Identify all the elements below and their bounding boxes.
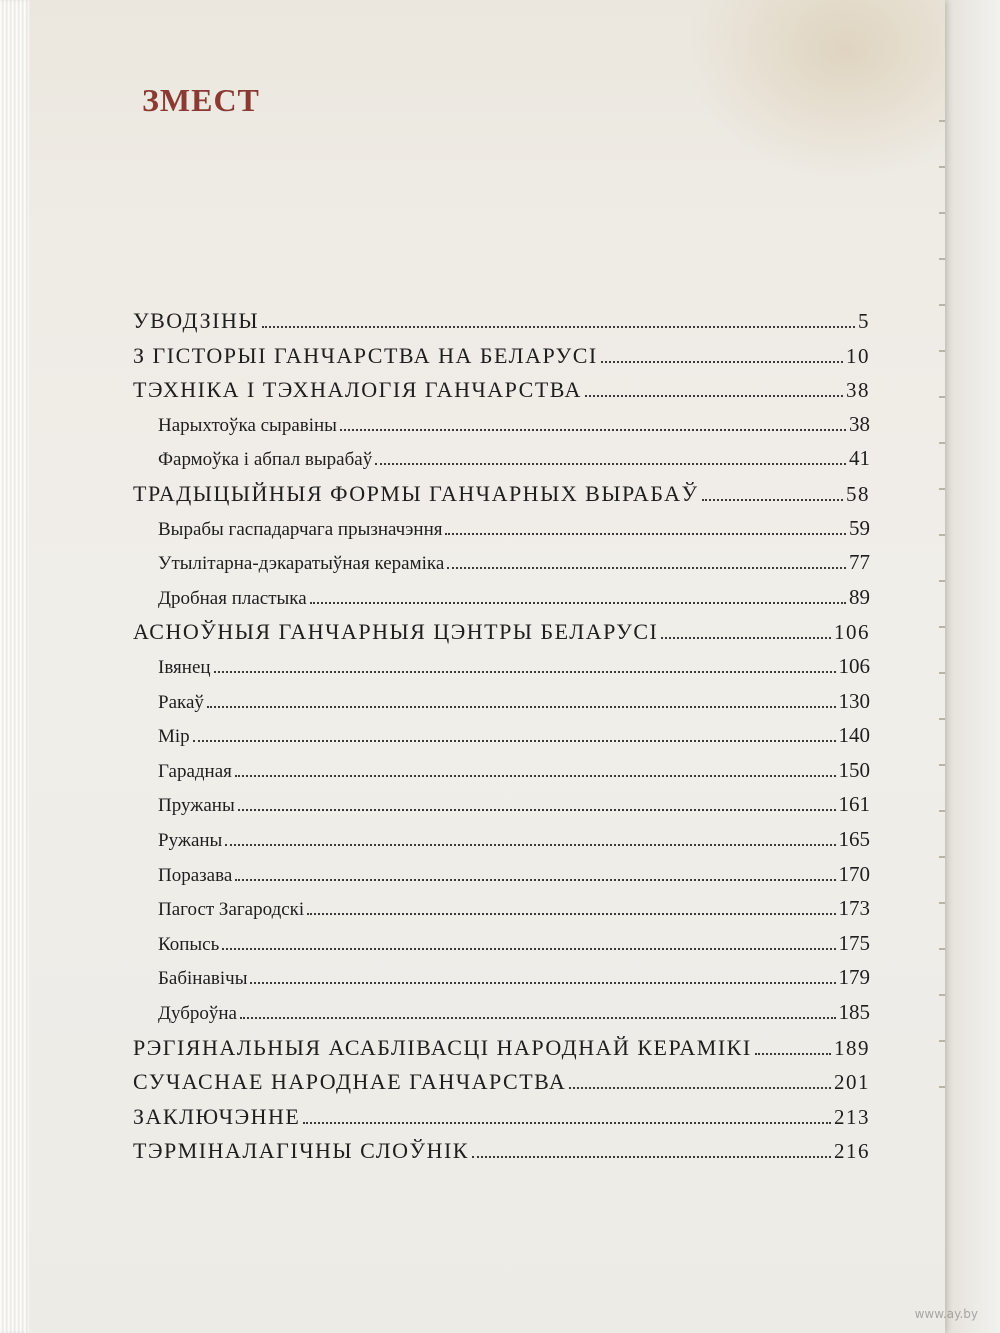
toc-entry-page-number: 140: [838, 723, 870, 748]
toc-leader-dots: [262, 326, 855, 328]
toc-leader-dots: [214, 671, 836, 673]
toc-entry: [158, 1000, 870, 1025]
toc-entry-label: Ракаў: [158, 691, 204, 713]
toc-entry-page-number: 89: [849, 584, 870, 609]
toc-entry-page-number: 58: [846, 482, 870, 506]
toc-entry: [133, 1138, 870, 1164]
toc-entry-label: Гарадная: [158, 760, 232, 782]
toc-entry-label: Бабінавічы: [158, 968, 248, 990]
toc-entry-label: Дуброўна: [158, 1003, 237, 1024]
toc-leader-dots: [250, 982, 835, 984]
toc-entry-label: Вырабы гаспадарчага прызначэння: [158, 518, 443, 540]
toc-entry-label: СУЧАСНАЕ НАРОДНАЕ ГАНЧАРСТВА: [133, 1069, 567, 1095]
toc-entry: [158, 654, 870, 679]
toc-entry: [158, 550, 870, 575]
toc-entry-page-number: 106: [834, 620, 870, 645]
toc-leader-dots: [661, 637, 831, 639]
toc-entry: [158, 585, 870, 610]
toc-entry-label: Пружаны: [158, 795, 235, 817]
toc-entry: [158, 827, 870, 852]
table-surface: [940, 0, 1000, 1333]
toc-entry-page-number: 189: [834, 1035, 870, 1060]
toc-entry-page-number: 59: [849, 515, 870, 540]
toc-entry-label: Фармоўка і абпал вырабаў: [158, 449, 373, 471]
toc-entry: [133, 308, 870, 334]
toc-entry-label: З ГІСТОРЫІ ГАНЧАРСТВА НА БЕЛАРУСІ: [133, 342, 598, 368]
toc-leader-dots: [225, 844, 835, 846]
toc-entry: [158, 689, 870, 714]
toc-entry-page-number: 150: [838, 757, 870, 782]
toc-leader-dots: [340, 429, 846, 431]
toc-entry: [133, 481, 870, 507]
toc-entry-page-number: 5: [858, 309, 870, 333]
toc-leader-dots: [240, 1017, 836, 1019]
toc-entry: [158, 723, 870, 748]
toc-entry-page-number: 179: [838, 965, 870, 990]
toc-entry-label: Нарыхтоўка сыравіны: [158, 414, 337, 436]
toc-entry-page-number: 106: [838, 654, 870, 678]
toc-entry-label: Копысь: [158, 933, 220, 955]
toc-entry-label: Утылітарна-дэкаратыўная кераміка: [158, 553, 445, 575]
toc-entry-label: АСНОЎНЫЯ ГАНЧАРНЫЯ ЦЭНТРЫ БЕЛАРУСІ: [133, 619, 659, 645]
watermark: www.ay.by: [914, 1307, 978, 1321]
toc-leader-dots: [375, 463, 846, 465]
toc-entry-page-number: 216: [834, 1139, 870, 1164]
toc-entry-label: РЭГІЯНАЛЬНЫЯ АСАБЛІВАСЦІ НАРОДНАЙ КЕРАМІКІ: [133, 1034, 752, 1060]
toc-entry: [133, 1069, 870, 1095]
toc-entry-page-number: 213: [834, 1104, 870, 1129]
toc-entry-page-number: 201: [834, 1070, 870, 1095]
toc-entry-page-number: 130: [838, 688, 870, 713]
toc-entry: [158, 965, 870, 990]
toc-leader-dots: [601, 361, 843, 363]
toc-entry: [133, 1104, 870, 1130]
toc-entry-label: ТЭХНІКА І ТЭХНАЛОГІЯ ГАНЧАРСТВА: [133, 377, 582, 403]
toc-entry: [133, 1035, 870, 1061]
toc-entry-page-number: 41: [849, 446, 870, 471]
toc-leader-dots: [222, 948, 835, 950]
toc-entry-label: УВОДЗІНЫ: [133, 308, 260, 333]
toc-entry-label: ТЭРМІНАЛАГІЧНЫ СЛОЎНІК: [133, 1138, 469, 1164]
toc-entry: [158, 896, 870, 921]
toc-leader-dots: [445, 533, 846, 535]
toc-entry-label: ЗАКЛЮЧЭННЕ: [133, 1103, 301, 1129]
toc-entry: [158, 412, 870, 437]
toc-entry: [133, 377, 870, 403]
toc-leader-dots: [447, 567, 846, 569]
toc-entry-page-number: 38: [849, 411, 870, 436]
toc-leader-dots: [702, 499, 843, 501]
toc-entry: [133, 343, 870, 369]
table-of-contents: [30, 0, 945, 1333]
toc-leader-dots: [238, 809, 836, 811]
page-stack-edges: [0, 0, 34, 1333]
toc-entry-page-number: 173: [838, 896, 870, 921]
toc-entry-label: Пагост Загародскі: [158, 899, 305, 921]
toc-leader-dots: [569, 1087, 831, 1089]
toc-leader-dots: [585, 395, 843, 397]
toc-entry-page-number: 38: [846, 378, 870, 403]
toc-entry: [158, 931, 870, 956]
toc-entry: [133, 619, 870, 645]
toc-leader-dots: [303, 1122, 831, 1124]
toc-entry: [158, 862, 870, 887]
toc-entry-label: Ружаны: [158, 830, 223, 851]
toc-leader-dots: [307, 913, 835, 915]
toc-entry: [158, 516, 870, 541]
toc-leader-dots: [472, 1156, 831, 1158]
toc-entry-page-number: 185: [838, 1000, 870, 1024]
toc-leader-dots: [755, 1053, 831, 1055]
toc-entry: [158, 446, 870, 471]
toc-entry-label: Дробная пластыка: [158, 587, 307, 609]
toc-entry: [158, 792, 870, 817]
toc-entry-label: Поразава: [158, 864, 233, 886]
toc-entry-page-number: 77: [849, 550, 870, 575]
toc-leader-dots: [193, 740, 836, 742]
toc-leader-dots: [235, 879, 835, 881]
toc-entry-page-number: 165: [838, 827, 870, 851]
toc-entry-page-number: 161: [838, 792, 870, 817]
toc-entry-label: ТРАДЫЦЫЙНЫЯ ФОРМЫ ГАНЧАРНЫХ ВЫРАБАЎ: [133, 481, 699, 506]
toc-entry-page-number: 170: [838, 861, 870, 886]
toc-entry-label: Мір: [158, 726, 190, 748]
toc-entry-label: Івянец: [158, 657, 211, 678]
page-title: ЗМЕСТ: [142, 82, 260, 118]
toc-leader-dots: [310, 602, 846, 604]
toc-entry-page-number: 10: [846, 343, 870, 368]
toc-leader-dots: [235, 775, 836, 777]
toc-leader-dots: [207, 706, 836, 708]
toc-entry-page-number: 175: [838, 930, 870, 955]
book-page: [30, 0, 945, 1333]
toc-entry: [158, 758, 870, 783]
